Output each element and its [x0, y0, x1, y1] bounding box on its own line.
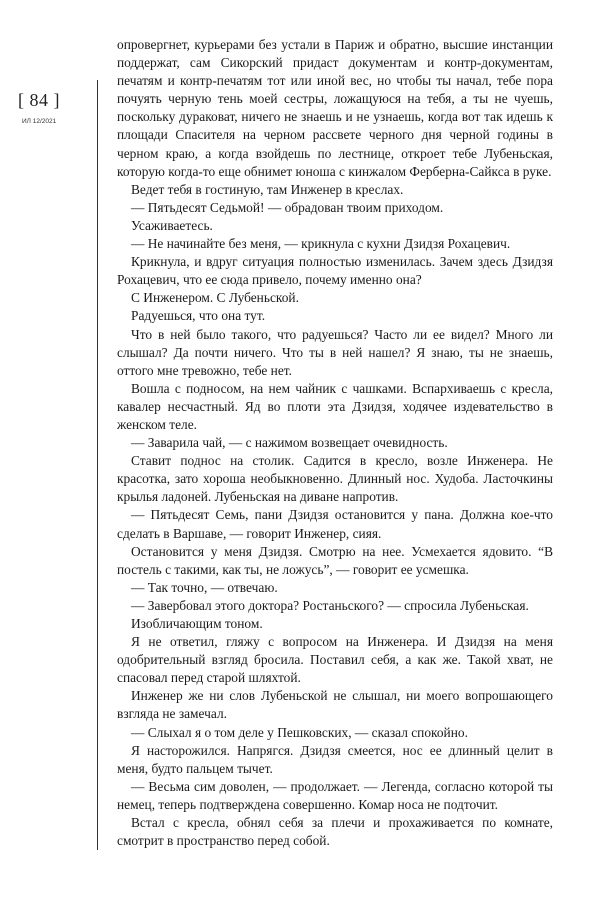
paragraph: — Весьма сим доволен, — продолжает. — Легенда, согласно которой ты немец, теперь подтверждена совершенно. Комар носа не подточит. [117, 778, 553, 812]
paragraph: С Инженером. С Лубеньской. [131, 290, 299, 306]
paragraph: — Пятьдесят Седьмой! — обрадован твоим приходом. [131, 199, 444, 215]
paragraph: — Слыхал я о том деле у Пешковских, — сказал спокойно. [131, 724, 468, 740]
paragraph: — Заварила чай, — с нажимом возвещает очевидность. [131, 435, 448, 451]
paragraph: Радуешься, что она тут. [131, 308, 266, 324]
paragraph: Изобличающим тоном. [131, 616, 263, 631]
paragraph: Инженер же ни слов Лубеньской не слышал, ни моего вопрошающего взгляда не замечал. [117, 688, 553, 722]
paragraph: — Так точно, — отвечаю. [131, 579, 278, 595]
paragraph: Я не ответил, гляжу с вопросом на Инженера. И Дзидзя на меня одобрительный взгляд бросила. Поставил себя, а как же. Такой хват, не спасовал перед старой шляхтой. [117, 634, 553, 686]
paragraph: Остановится у меня Дзидзя. Смотрю на нее. Усмехается ядовито. “В постель с такими, как ты, не ложусь”, — говорит ее усмешка. [117, 543, 553, 577]
body-text [117, 36, 553, 850]
paragraph: — Не начинайте без меня, — крикнула с кухни Дзидзя Рохацевич. [131, 236, 511, 252]
paragraph: — Завербовал этого доктора? Ростаньского? — спросила Лубеньская. [131, 597, 529, 613]
paragraph: Крикнула, и вдруг ситуация полностью изменилась. Зачем здесь Дзидзя Рохацевич, что ее сюда привело, почему именно она? [117, 254, 553, 288]
paragraph: Ставит поднос на столик. Садится в кресло, возле Инженера. Не красотка, зато хороша необыкновенно. Длинный нос. Худоба. Ласточкины крылья ладоней. Лубеньская на диване напротив. [117, 453, 553, 505]
issue-label: ИЛ 12/2021 [22, 118, 57, 125]
paragraph: — Пятьдесят Семь, пани Дзидзя остановится у пана. Должна кое-что сделать в Варшаве, — говорит Инженер, сияя. [117, 507, 553, 541]
margin-rule [97, 80, 98, 850]
paragraph: Вошла с подносом, на нем чайник с чашками. Вспархиваешь с кресла, кавалер несчастный. Яд во плоти эта Дзидзя, ходячее издевательство в женском теле. [117, 380, 553, 432]
paragraph: Встал с кресла, обнял себя за плечи и прохаживается по комнате, смотрит в пространство перед собой. [117, 815, 553, 849]
paragraph: Я насторожился. Напрягся. Дзидзя смеется, нос ее длинный целит в меня, будто пальцем тычет. [117, 742, 553, 776]
paragraph: опровергнет, курьерами без устали в Париж и обратно, высшие инстанции поддержат, сам Сикорский придаст документам и контр-документам, печатям и контр-печатям тот или иной вес, но чтобы ты начал, тебе пора почуять черную тень моей сестры, ложащуюся на тебя, а ты не чуешь, поскольку дураковат, ничего не знаешь и не узнаешь, когда вот так идешь к площади Спасителя на черном рассвете черного дня черной годины в черном краю, а когда взойдешь по лестнице, откроет тебе Лубеньская, которую когда-то еще обнимет юноша с кинжалом Ферберна-Сайкса в руке. [117, 37, 553, 179]
paragraph: Усаживаетесь. [131, 217, 213, 233]
paragraph: Ведет тебя в гостиную, там Инженер в креслах. [131, 181, 404, 197]
paragraph: Что в ней было такого, что радуешься? Часто ли ее видел? Много ли слышал? Да почти ничего. Что ты в ней нашел? Я знаю, ты не знаешь, оттого мне тревожно, тебе нет. [117, 326, 553, 378]
page-number: [ 84 ] [18, 90, 60, 110]
